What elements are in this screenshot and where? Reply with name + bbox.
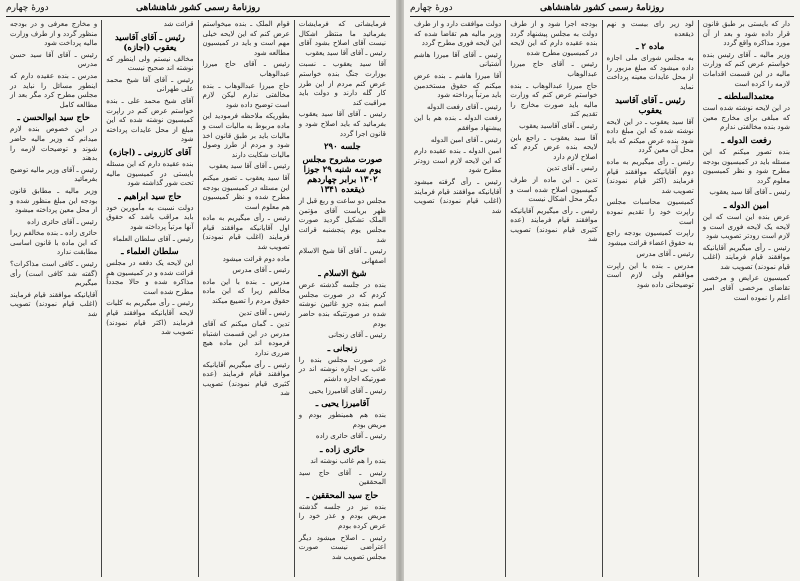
speaker-heading: ماده ۲ ـ xyxy=(635,42,665,53)
paragraph: رئیس ـ آقای وزیر مالیه توضیح بفرمائید xyxy=(10,165,98,184)
journal-title: روزنامهٔ رسمی کشور شاهنشاهی xyxy=(540,3,664,13)
paragraph: امین الدوله ـ بنده عقیده دارم که این لایحه لازم است زودتر مطرح شود xyxy=(414,147,502,175)
speaker-heading: صورت مشروح مجلس یوم سه شنبه ۲۹ جوزا ۱۳۰۲ برابر چهاردهم ذیقعده ۱۳۴۱ xyxy=(302,155,383,196)
paragraph: رئیس ـ آقای زنجانی xyxy=(328,331,386,340)
paragraph: رئیس ـ رأی میگیریم آقایانیکه موافقند قیام فرمایند (عده کثیری قیام نمودند) تصویب شد xyxy=(510,206,598,244)
paragraph: این لایحه یک دفعه در مجلس قرائت شده و در کمیسیون هم مذاکره شده و حالا مجدداً مطرح شده است xyxy=(106,259,194,296)
paragraph: بطوریکه ملاحظه فرمودید این ماده مربوط به مالیات است و مالیات باید بر طبق قانون اخذ شود و مردم از طرز وصول مالیات شکایت دارند xyxy=(202,112,290,159)
paragraph: رفعت الدوله ـ بنده هم با این پیشنهاد موافقم xyxy=(414,114,502,132)
paragraph: آقا سید یعقوب ـ در این لایحه نوشته شده که این مبلغ داده شود بنده عرض میکنم که باید محل آن معین گردد xyxy=(606,117,694,155)
paragraph: بنده تصور میکنم که این مسئله باید در کمیسیون بودجه مطرح شود و نظر کمیسیون معلوم گردد xyxy=(702,147,790,185)
paragraph: آقایانیکه موافقند قیام فرمایند (اغلب قیام نمودند) تصویب شد xyxy=(10,290,98,319)
paragraph: بنده عقیده دارم که این مسئله بایستی در کمیسیون مالیه تحت شور گذاشته شود xyxy=(106,159,194,188)
paragraph: در این خصوص بنده لازم میدانم که وزیر مالیه حاضر شوند و توضیحات لازمه را بدهند xyxy=(10,125,98,163)
speaker-heading: امین الدوله ـ xyxy=(723,200,769,211)
speaker-heading: حائری زاده ـ xyxy=(320,445,365,455)
paragraph: تدین ـ این ماده از طرف کمیسیون اصلاح شده است و دیگر محل اشکال نیست xyxy=(510,175,598,204)
paragraph: رئیس ـ آقای رفعت الدوله xyxy=(427,102,502,111)
paragraph: دولت نسبت به مأمورین خود باید مراقب باشد که حقوق آنها مرتباً پرداخته شود xyxy=(106,203,194,231)
speaker-heading: رئیس ـ آقای آقاسید یعقوب (اجازه) xyxy=(114,32,185,53)
text-column xyxy=(6,20,101,577)
text-column xyxy=(505,20,601,577)
paragraph: مدرس ـ بنده با این ماده مخالفم زیرا که این ماده حقوق مردم را تضییع میکند xyxy=(202,277,290,306)
speaker-heading: رفعت الدوله ـ xyxy=(721,135,772,146)
speaker-heading: زنجانی ـ xyxy=(327,343,358,354)
speaker-heading: معتمدالسلطنه ـ xyxy=(718,92,775,103)
paragraph: وزیر مالیه ـ مطابق قانون بودجه این مبلغ منظور شده و از محل معین پرداخته میشود xyxy=(10,186,98,215)
paragraph: حائری زاده ـ بنده مخالفم زیرا که این ماده با قانون اساسی مطابقت ندارد xyxy=(10,229,98,257)
paragraph: رئیس ـ آقای حاج سید المحققین xyxy=(298,468,386,487)
paragraph: رئیس ـ آقای امین الدوله xyxy=(430,135,502,144)
paragraph: دولت موافقت دارد و از طرف وزیر مالیه هم تقاضا شده که این لایحه فوری مطرح گردد xyxy=(414,20,502,48)
speaker-heading: آقامیرزا یحیی ـ xyxy=(315,399,369,410)
paragraph: بنده در جلسه گذشته عرض کردم که در صورت مجلس اسم بنده جزو غائبین نوشته شده در صورتتیکه بنده حاضر بودم xyxy=(298,281,386,328)
paragraph: در صورت مجلس بنده را غائب بی اجازه نوشته اند در صورتیکه اجازه داشتم xyxy=(298,355,386,384)
paragraph: رئیس ـ آقای آقا سید یعقوب xyxy=(709,188,790,197)
section-label: دورهٔ چهارم xyxy=(410,3,453,13)
text-column xyxy=(410,20,505,577)
book-gutter xyxy=(396,0,404,581)
paragraph: رئیس ـ رأی میگیریم به کلیات لایحه آقایانیکه موافقند قیام فرمایند (اکثر قیام نمودند) تصویب شد xyxy=(106,299,194,337)
speaker-heading: جلسه ۲۹۰ xyxy=(323,142,361,153)
paragraph: حاج میرزا عبدالوهاب ـ بنده خواستم عرض کنم که وزارت مالیه باید صورت مخارج را تقدیم کند xyxy=(510,81,598,119)
speaker-heading: حاج سید المحققین ـ xyxy=(306,490,379,501)
paragraph: رئیس ـ آقای مدرس xyxy=(636,250,694,259)
paragraph: بودجه اجرا شود و از طرف دولت به مجلس پیشنهاد گردد بنده عقیده دارم که این لایحه در کمیسیون مطرح شده xyxy=(510,20,598,57)
paragraph: ماده دوم قرائت میشود xyxy=(222,254,290,263)
paragraph: آقا سید یعقوب ـ تصور میکنم این مسئله در کمیسیون بودجه مطرح شده و نظر کمیسیون هم معلوم است xyxy=(202,173,290,211)
section-label: دورهٔ چهارم xyxy=(6,3,49,13)
paragraph: دار که بایستی بر طبق قانون قرار داده شود و بعد از آن مورد مذاکره واقع گردد xyxy=(702,20,790,48)
paragraph: مدرس ـ بنده عقیده دارم که اینطور مسائل را نباید در مجلس مطرح کرد مگر بعد از مطالعه کامل xyxy=(10,71,98,109)
paragraph: به مجلس شورای ملی اجازه داده میشود که مبلغ مزبور را از محل عایدات معینه پرداخت نماید xyxy=(606,54,694,91)
paragraph: عرض بنده این است که این لایحه یک لایحه فوری است و لازم است زودتر تصویب شود xyxy=(702,212,790,241)
paragraph: آقا سید یعقوب ـ نسبت بوزارت جنگ بنده خواستم عرض کنم مردم از این طرز کار گله دارند و دولت باید مراقبت کند xyxy=(298,60,386,107)
paragraph: رئیس ـ آقای حاج میرزا عبدالوهاب xyxy=(510,60,598,78)
paragraph: وزیر مالیه ـ آقای رئیس بنده خواستم عرض کنم که وزارت مالیه در این قسمت اقدامات لازمه را کرده است xyxy=(702,50,790,88)
text-column xyxy=(602,20,698,577)
paragraph: کمیسیون عرایض و مرخصی تقاضای مرخصی آقای امیر اعلم را نموده است xyxy=(702,274,790,302)
paragraph: و مخارج معرفی و در بودجه منظور گردد و از طرف وزارت مالیه پرداخت شود xyxy=(10,20,98,48)
paragraph: آقا سید یعقوب ـ راجع باین لایحه بنده عرض کردم که اصلاح لازم دارد xyxy=(510,133,598,161)
paragraph: مدرس ـ بنده با این راپرت موافقم ولی لازم است توضیحاتی داده شود xyxy=(606,261,694,290)
paragraph: آقا میرزا هاشم ـ بنده عرض میکنم که حقوق مستخدمین باید مرتباً پرداخته شود xyxy=(414,71,502,100)
paragraph: رئیس ـ رأی میگیریم به ماده اول آقایانیکه موافقند قیام فرمایند (اغلب قیام نمودند) تصویب شد xyxy=(202,214,290,252)
paragraph: رئیس ـ کافی است مذاکرات؟ (گفته شد کافی است) رأی میگیریم xyxy=(10,260,98,288)
paragraph: مخالف نیستم ولی اینطور که نوشته اند صحیح نیست xyxy=(106,54,194,73)
paragraph: رئیس ـ آقای حاج میرزا عبدالوهاب xyxy=(202,60,290,78)
paragraph: تدین ـ گمان میکنم که آقای مدرس در این قسمت اشتباه فرموده اند این ماده هیچ ضرری ندارد xyxy=(202,320,290,357)
text-column xyxy=(101,20,197,577)
paragraph: رئیس ـ رأی گرفته میشود آقایانیکه موافقند قیام فرمایند (اغلب قیام نمودند) تصویب شد xyxy=(414,177,502,215)
columns xyxy=(6,20,390,577)
right-page xyxy=(404,0,800,581)
paragraph: رئیس ـ آقای تدین xyxy=(546,164,598,173)
paragraph: لود زیر رای بیست و نهم ذیقعده xyxy=(606,20,694,38)
paragraph: بنده را هم غائب نوشته اند xyxy=(310,457,386,465)
journal-title: روزنامهٔ رسمی کشور شاهنشاهی xyxy=(136,3,260,13)
paragraph: آقای شیخ محمد علی ـ بنده خواستم عرض کنم در راپرت کمیسیون نوشته شده که این مبلغ از محل عایدات پرداخته شود xyxy=(106,96,194,144)
columns xyxy=(410,20,794,577)
paragraph: فرمایشاتی که فرمایشات بفرمائید ما منتظر اشکال نیست آقای اصلاح بشود آقای رئیس ـ آقای آقا سید یعقوب xyxy=(298,20,386,57)
paragraph: رئیس ـ آقای آقا میرزا هاشم آشتیانی xyxy=(414,50,502,69)
paragraph: رئیس ـ آقای آقامیرزا یحیی xyxy=(308,386,386,395)
paragraph: رئیس ـ رأی میگیریم به ماده دوم آقایانیکه موافقند قیام فرمایند (اکثر قیام نمودند) تصویب شد xyxy=(606,157,694,195)
paragraph: در این لایحه نوشته شده است که مبلغی برای مخارج معین شود بنده مخالفتی ندارم xyxy=(702,104,790,132)
paragraph: بنده نیز در جلسه گذشته مریض بودم و عذر خود را عرض کرده بودم xyxy=(298,502,386,530)
text-column xyxy=(198,20,294,577)
text-column xyxy=(294,20,390,577)
paragraph: کمیسیون محاسبات مجلس راپرت خود را تقدیم نموده است xyxy=(606,198,694,226)
paragraph: حاج میرزا عبدالوهاب ـ بنده مخالفتی ندارم لیکن لازم است توضیح داده شود xyxy=(202,81,290,109)
paragraph: رئیس ـ آقای حائری زاده xyxy=(315,432,386,441)
paragraph: رئیس ـ آقای آقا سید یعقوب xyxy=(209,162,290,171)
paragraph: قرائت شد xyxy=(163,20,194,28)
paragraph: مجلس دو ساعت و ربع قبل از ظهر بریاست آقای مؤتمن الملک تشکیل گردید صورت مجلس یوم پنجشنبه قرائت شد xyxy=(298,197,386,244)
running-head xyxy=(6,2,390,17)
paragraph: رئیس ـ آقای مدرس xyxy=(232,266,290,275)
left-page xyxy=(0,0,396,581)
paragraph: رئیس ـ آقای آقا سید یعقوب بفرمائید که باید اصلاح شود و قانون اجرا گردد xyxy=(298,110,386,138)
paragraph: رئیس ـ آقای تدین xyxy=(238,308,290,317)
speaker-heading: شیخ الاسلام ـ xyxy=(318,269,367,280)
paragraph: رئیس ـ آقای آقاسید یعقوب xyxy=(519,121,598,130)
speaker-heading: آقای کازرونی ـ (اجازه) xyxy=(108,147,191,158)
paragraph: رئیس ـ آقای آقا شیخ الاسلام اصفهانی xyxy=(298,247,386,265)
paragraph: بنده هم همینطور بودم و مریض بودم xyxy=(298,411,386,429)
paragraph: قوام الملک ـ بنده میخواستم عرض کنم که این لایحه خیلی مهم است و باید در کمیسیون مطالعه شود xyxy=(202,20,290,57)
paragraph: رئیس ـ آقای حائری زاده xyxy=(27,217,98,226)
speaker-heading: حاج سید ابوالحسن ـ xyxy=(17,113,90,124)
paragraph: رئیس ـ آقای سلطان العلماء xyxy=(112,234,194,243)
speaker-heading: سلطان العلماء ـ xyxy=(121,247,179,258)
speaker-heading: حاج سید ابراهیم ـ xyxy=(118,191,182,202)
paragraph: راپرت کمیسیون بودجه راجع به حقوق اعضاء قرائت میشود xyxy=(606,229,694,247)
paragraph: رئیس ـ آقای آقا سید حسن مدرس xyxy=(10,50,98,69)
text-column xyxy=(698,20,794,577)
paragraph: رئیس ـ رأی میگیریم آقایانیکه موافقند قیام فرمایند (عده کثیری قیام نمودند) تصویب شد xyxy=(202,360,290,398)
paragraph: رئیس ـ اصلاح میشود دیگر اعتراضی نیست صورت مجلس تصویب شد xyxy=(298,533,386,561)
speaker-heading: رئیس ـ آقای آقاسید یعقوب xyxy=(615,95,686,116)
running-head xyxy=(410,2,794,17)
paragraph: رئیس ـ آقای آقا شیخ محمد علی طهرانی xyxy=(106,75,194,94)
paragraph: رئیس ـ رأی میگیریم آقایانیکه موافقند قیام فرمایند (اغلب قیام نمودند) تصویب شد xyxy=(702,243,790,271)
